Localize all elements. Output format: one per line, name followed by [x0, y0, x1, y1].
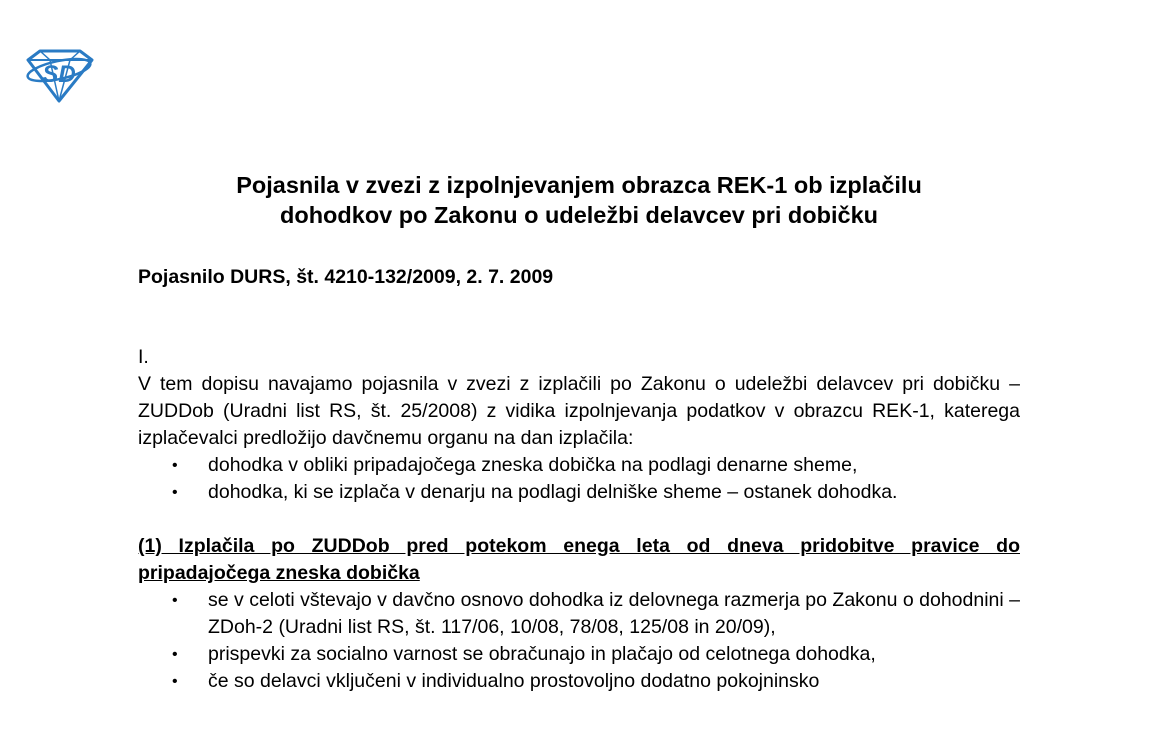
intro-paragraph: V tem dopisu navajamo pojasnila v zvezi z izplačili po Zakonu o udeležbi delavcev pri dobičku – ZUDDob (Uradni list RS, št. 25/2008) z vidika izpolnjevanja podatkov v obrazcu REK-1, katerega izplačevalci predložijo davčnemu organu na dan izplačila: [138, 373, 1020, 449]
list-item: • če so delavci vključeni v individualno prostovoljno dodatno pokojninsko [208, 668, 1020, 695]
section-1-bullet-list [138, 587, 1020, 695]
document-title [138, 170, 1020, 230]
list-item: • prispevki za socialno varnost se obračunajo in plačajo od celotnega dohodka, [208, 641, 1020, 668]
list-item: • dohodka, ki se izplača v denarju na podlagi delniške sheme – ostanek dohodka. [208, 479, 1020, 506]
spacer [138, 506, 1020, 533]
intro-bullet-list [138, 452, 1020, 506]
list-item: • se v celoti vštevajo v davčno osnovo dohodka iz delovnega razmerja po Zakonu o dohodnini – ZDoh-2 (Uradni list RS, št. 117/06, 10/08, 78/08, 125/08 in 20/09), [208, 587, 1020, 641]
document-subtitle: Pojasnilo DURS, št. 4210-132/2009, 2. 7. 2009 [138, 266, 554, 288]
title-line-2: dohodkov po Zakonu o udeležbi delavcev pri dobičku [279, 202, 879, 228]
section-number: I. [138, 346, 149, 368]
sd-diamond-logo-icon [22, 48, 96, 104]
title-line-1: Pojasnila v zvezi z izpolnjevanjem obrazca REK-1 ob izplačilu [236, 172, 922, 198]
company-logo [22, 48, 96, 104]
section-1-heading: (1) Izplačila po ZUDDob pred potekom enega leta od dneva pridobitve pravice do pripadajočega zneska dobička [138, 535, 1020, 584]
list-item: • dohodka v obliki pripadajočega zneska dobička na podlagi denarne sheme, [208, 452, 1020, 479]
document-body [138, 344, 1020, 695]
logo-text: SD [42, 61, 76, 88]
